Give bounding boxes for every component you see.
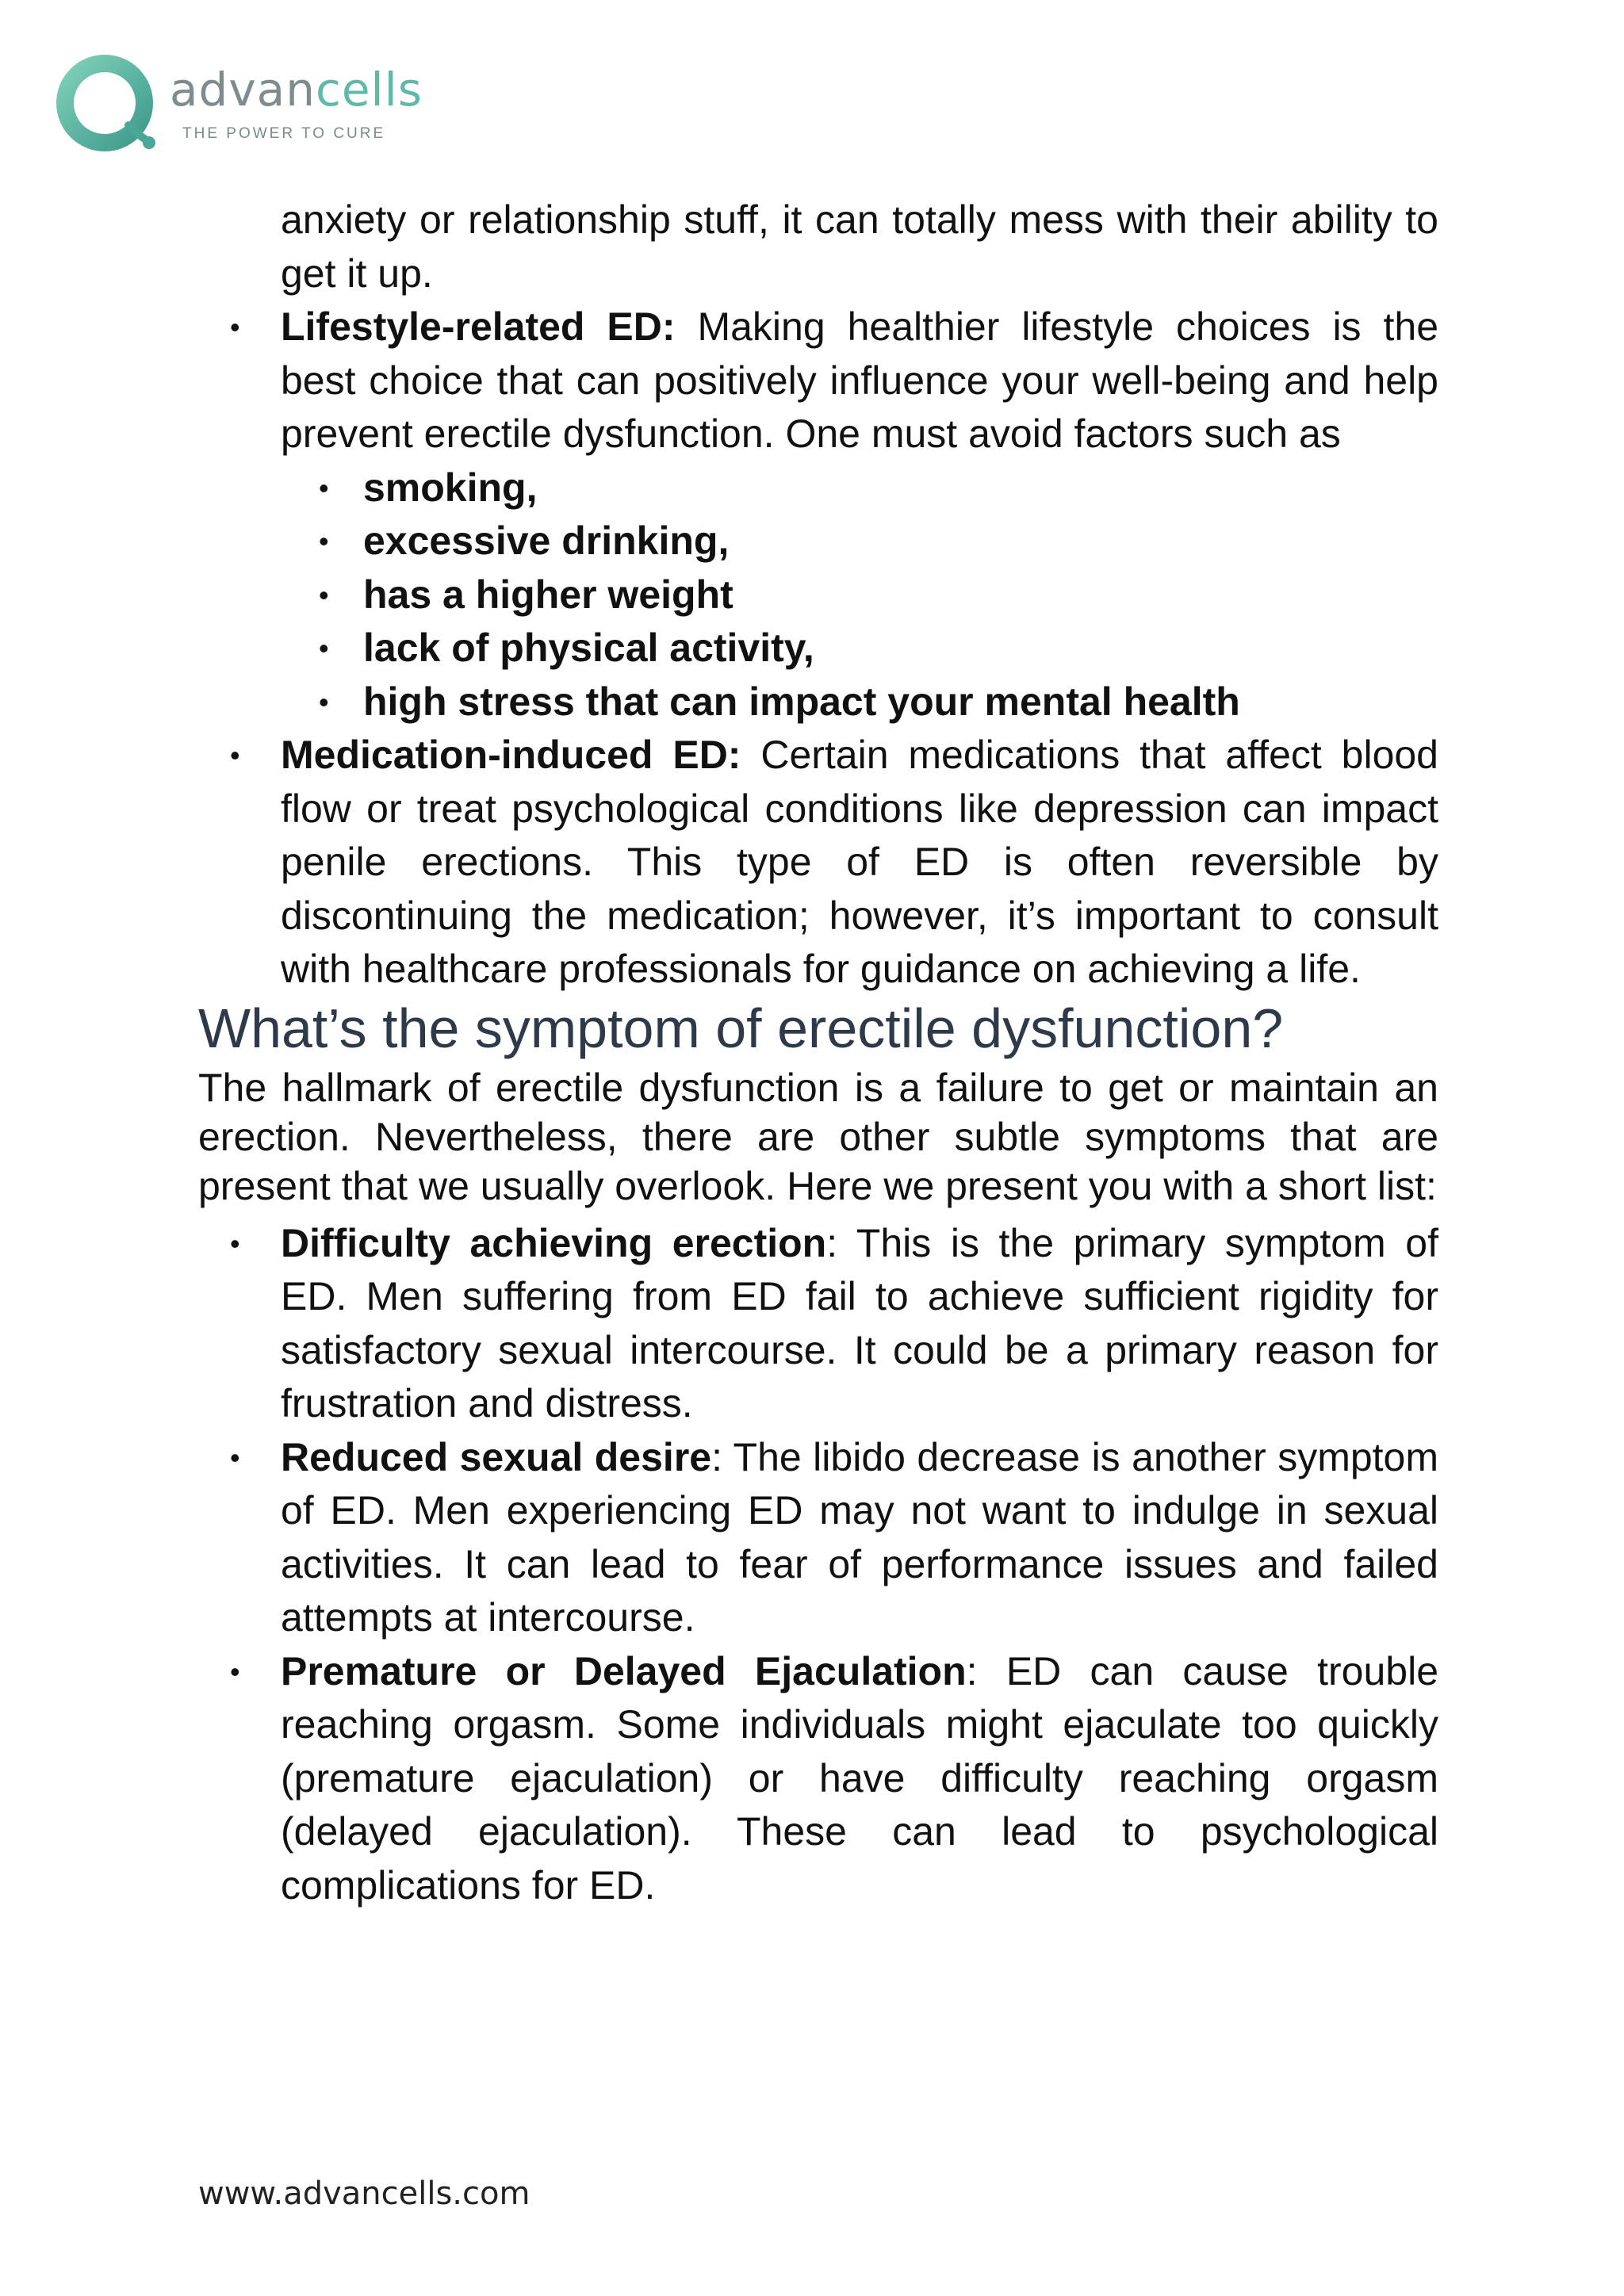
medication-ed-item xyxy=(281,729,1438,997)
medication-ed-text: Certain medications that affect blood flow or treat psychological conditions like depression can impact penile erections. This type of ED is often reversible by discontinuing the medication; however, it’s important to consult with healthcare professionals for guidance on achieving a life. xyxy=(281,733,1438,991)
symptom-text: : ED can cause trouble reaching orgasm. Some individuals might ejaculate too quickly (premature ejaculation) or have difficulty reaching orgasm (delayed ejaculation). These can lead to psychological complications for ED. xyxy=(281,1648,1439,1908)
symptom-item xyxy=(281,1217,1438,1431)
lifestyle-ed-text: Making healthier lifestyle choices is the best choice that can positively influence your well-being and help prevent erectile dysfunction. One must avoid factors such as xyxy=(281,304,1438,456)
lifestyle-factor-item: • lack of physical activity, xyxy=(363,622,1438,675)
symptom-text: : This is the primary symptom of ED. Men suffering from ED fail to achieve sufficient rigidity for satisfactory sexual intercourse. It could be a primary reason for frustration and distress. xyxy=(281,1220,1438,1425)
logo-wordmark: advancells xyxy=(170,63,423,117)
lifestyle-factor-item: • has a higher weight xyxy=(363,568,1438,622)
symptom-label: Premature or Delayed Ejaculation xyxy=(281,1648,967,1693)
document-body xyxy=(198,193,1438,1912)
medication-ed-label: Medication-induced ED: xyxy=(281,733,741,777)
symptom-text: : The libido decrease is another symptom of ED. Men experiencing ED may not want to indulge in sexual activities. It can lead to fear of performance issues and failed attempts at intercourse. xyxy=(281,1434,1439,1640)
symptom-label: Reduced sexual desire xyxy=(281,1434,712,1479)
symptoms-heading: What’s the symptom of erectile dysfunction? xyxy=(198,997,1284,1059)
lifestyle-factor-item: • smoking, xyxy=(363,461,1438,515)
continuation-paragraph: anxiety or relationship stuff, it can totally mess with their ability to get it up. xyxy=(281,197,1438,296)
symptom-label: Difficulty achieving erection xyxy=(281,1220,827,1265)
lifestyle-factor-item: • high stress that can impact your mental health xyxy=(363,675,1438,729)
lifestyle-ed-item xyxy=(281,300,1438,461)
advancells-logo xyxy=(56,52,423,155)
lifestyle-ed-label: Lifestyle-related ED: xyxy=(281,304,676,349)
advancells-logo-mark-icon xyxy=(56,52,159,155)
lifestyle-factor-item: • excessive drinking, xyxy=(363,515,1438,568)
symptom-item xyxy=(281,1645,1438,1913)
footer-website-link[interactable]: www.advancells.com xyxy=(198,2175,530,2212)
symptoms-intro: The hallmark of erectile dysfunction is a failure to get or maintain an erection. Nevertheless, there are other subtle symptoms that are present that we usually overlook. Here we present you with a short list: xyxy=(198,1065,1438,1208)
logo-tagline: THE POWER TO CURE xyxy=(182,125,386,142)
symptom-item xyxy=(281,1431,1438,1645)
